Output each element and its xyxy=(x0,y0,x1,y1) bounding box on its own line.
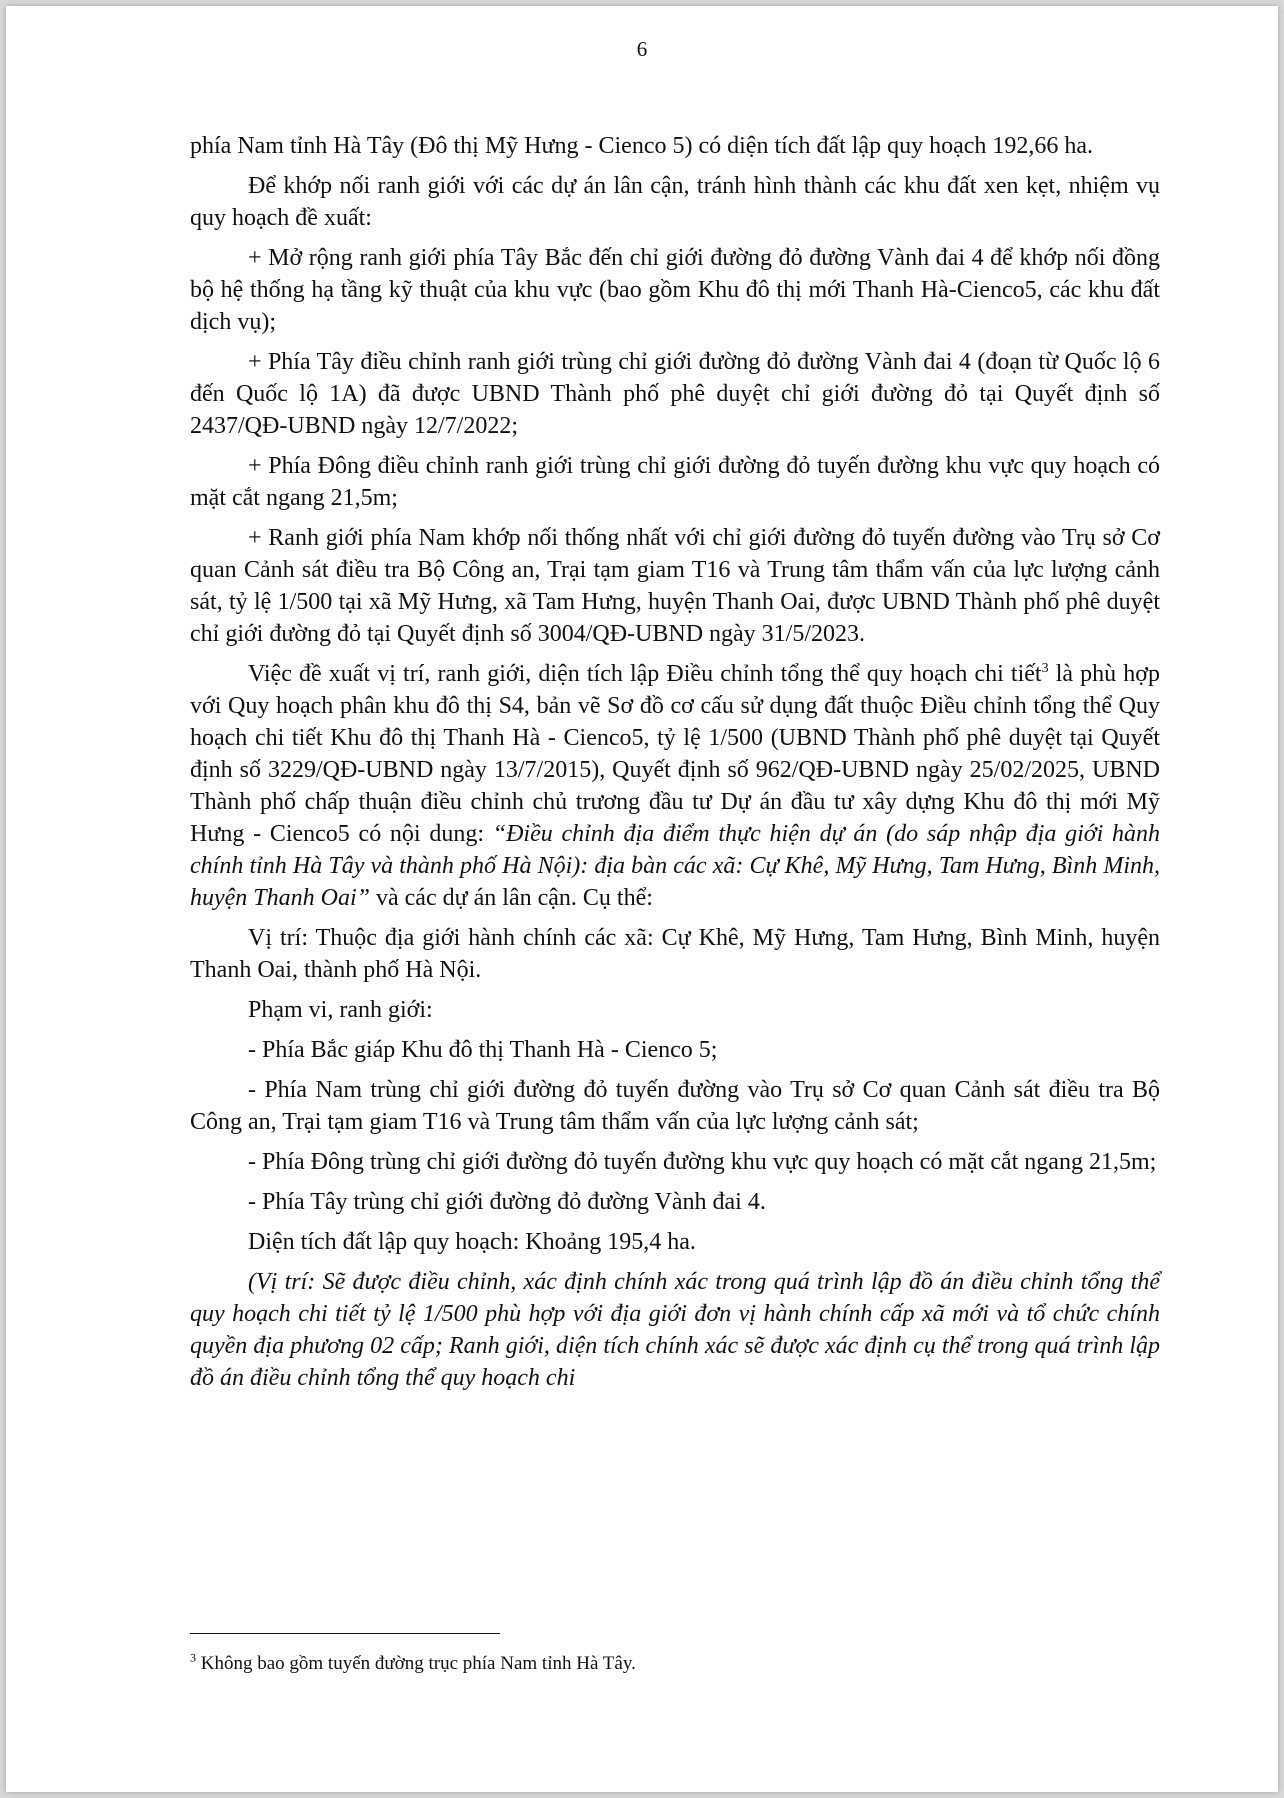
list-item: - Phía Nam trùng chỉ giới đường đỏ tuyến đường vào Trụ sở Cơ quan Cảnh sát điều tra Bộ Công an, Trại tạm giam T16 và Trung tâm thẩm vấn của lực lượng cảnh sát; xyxy=(190,1077,1160,1135)
quoted-text: “Điều chỉnh địa điểm thực hiện dự án (do sáp nhập địa giới hành chính tỉnh Hà Tây và thành phố Hà Nội): địa bàn các xã: Cự Khê, Mỹ Hưng, Tam Hưng, Bình Minh, huyện Thanh Oai” xyxy=(190,821,1160,911)
paragraph-text: là phù hợp với Quy hoạch phân khu đô thị S4, bản vẽ Sơ đồ cơ cấu sử dụng đất thuộc Điều chỉnh tổng thể Quy hoạch chi tiết Khu đô thị Thanh Hà - Cienco5, tỷ lệ 1/500 (UBND Thành phố phê duyệt tại Quyết định số 3229/QĐ-UBND ngày 13/7/2015), Quyết định số 962/QĐ-UBND ngày 25/02/2025, UBND Thành phố chấp thuận điều chỉnh chủ trương đầu tư Dự án đầu tư xây dựng Khu đô thị mới Mỹ Hưng - Cienco5 có nội dung: xyxy=(190,661,1160,847)
paragraph-text: Việc đề xuất vị trí, ranh giới, diện tích lập Điều chỉnh tổng thể quy hoạch chi tiết xyxy=(248,661,1042,687)
footnote-marker: 3 xyxy=(190,1650,196,1665)
italic-note: (Vị trí: Sẽ được điều chỉnh, xác định chính xác trong quá trình lập đồ án điều chỉnh tổng thể quy hoạch chi tiết tỷ lệ 1/500 phù hợp với địa giới đơn vị hành chính cấp xã mới và tổ chức chính quyền địa phương 02 cấp; Ranh giới, diện tích chính xác sẽ được xác định cụ thể trong quá trình lập đồ án điều chỉnh tổng thể quy hoạch chi xyxy=(190,1269,1160,1391)
paragraph: Vị trí: Thuộc địa giới hành chính các xã: Cự Khê, Mỹ Hưng, Tam Hưng, Bình Minh, huyện Thanh Oai, thành phố Hà Nội. xyxy=(190,925,1160,983)
list-item: + Phía Tây điều chỉnh ranh giới trùng chỉ giới đường đỏ đường Vành đai 4 (đoạn từ Quốc lộ 6 đến Quốc lộ 1A) đã được UBND Thành phố phê duyệt chỉ giới đường đỏ tại Quyết định số 2437/QĐ-UBND ngày 12/7/2022; xyxy=(190,349,1160,439)
body-text xyxy=(190,130,1160,1402)
footnote-text: Không bao gồm tuyến đường trục phía Nam tỉnh Hà Tây. xyxy=(196,1653,636,1674)
list-item: + Phía Đông điều chỉnh ranh giới trùng chỉ giới đường đỏ tuyến đường khu vực quy hoạch có mặt cắt ngang 21,5m; xyxy=(190,453,1160,511)
paragraph: Phạm vi, ranh giới: xyxy=(248,997,433,1023)
list-item: - Phía Đông trùng chỉ giới đường đỏ tuyến đường khu vực quy hoạch có mặt cắt ngang 21,5m; xyxy=(248,1149,1157,1175)
paragraph: Diện tích đất lập quy hoạch: Khoảng 195,4 ha. xyxy=(248,1229,696,1255)
paragraph xyxy=(190,658,1160,914)
document-page xyxy=(6,6,1278,1792)
paragraph: Để khớp nối ranh giới với các dự án lân cận, tránh hình thành các khu đất xen kẹt, nhiệm vụ quy hoạch đề xuất: xyxy=(190,173,1160,231)
paragraph-text: và các dự án lân cận. Cụ thể: xyxy=(370,885,653,911)
footnote-reference: 3 xyxy=(1041,661,1049,676)
list-item: - Phía Tây trùng chỉ giới đường đỏ đường Vành đai 4. xyxy=(248,1189,766,1215)
list-item: + Mở rộng ranh giới phía Tây Bắc đến chỉ giới đường đỏ đường Vành đai 4 để khớp nối đồng bộ hệ thống hạ tầng kỹ thuật của khu vực (bao gồm Khu đô thị mới Thanh Hà-Cienco5, các khu đất dịch vụ); xyxy=(190,245,1160,335)
paragraph: phía Nam tỉnh Hà Tây (Đô thị Mỹ Hưng - Cienco 5) có diện tích đất lập quy hoạch 192,66 ha. xyxy=(190,133,1094,159)
footnote-separator xyxy=(190,1633,500,1634)
list-item: - Phía Bắc giáp Khu đô thị Thanh Hà - Cienco 5; xyxy=(248,1037,718,1063)
page-number: 6 xyxy=(636,37,648,61)
footnote xyxy=(190,1652,1160,1676)
list-item: + Ranh giới phía Nam khớp nối thống nhất với chỉ giới đường đỏ tuyến đường vào Trụ sở Cơ quan Cảnh sát điều tra Bộ Công an, Trại tạm giam T16 và Trung tâm thẩm vấn của lực lượng cảnh sát, tỷ lệ 1/500 tại xã Mỹ Hưng, xã Tam Hưng, huyện Thanh Oai, được UBND Thành phố phê duyệt chỉ giới đường đỏ tại Quyết định số 3004/QĐ-UBND ngày 31/5/2023. xyxy=(190,525,1160,647)
